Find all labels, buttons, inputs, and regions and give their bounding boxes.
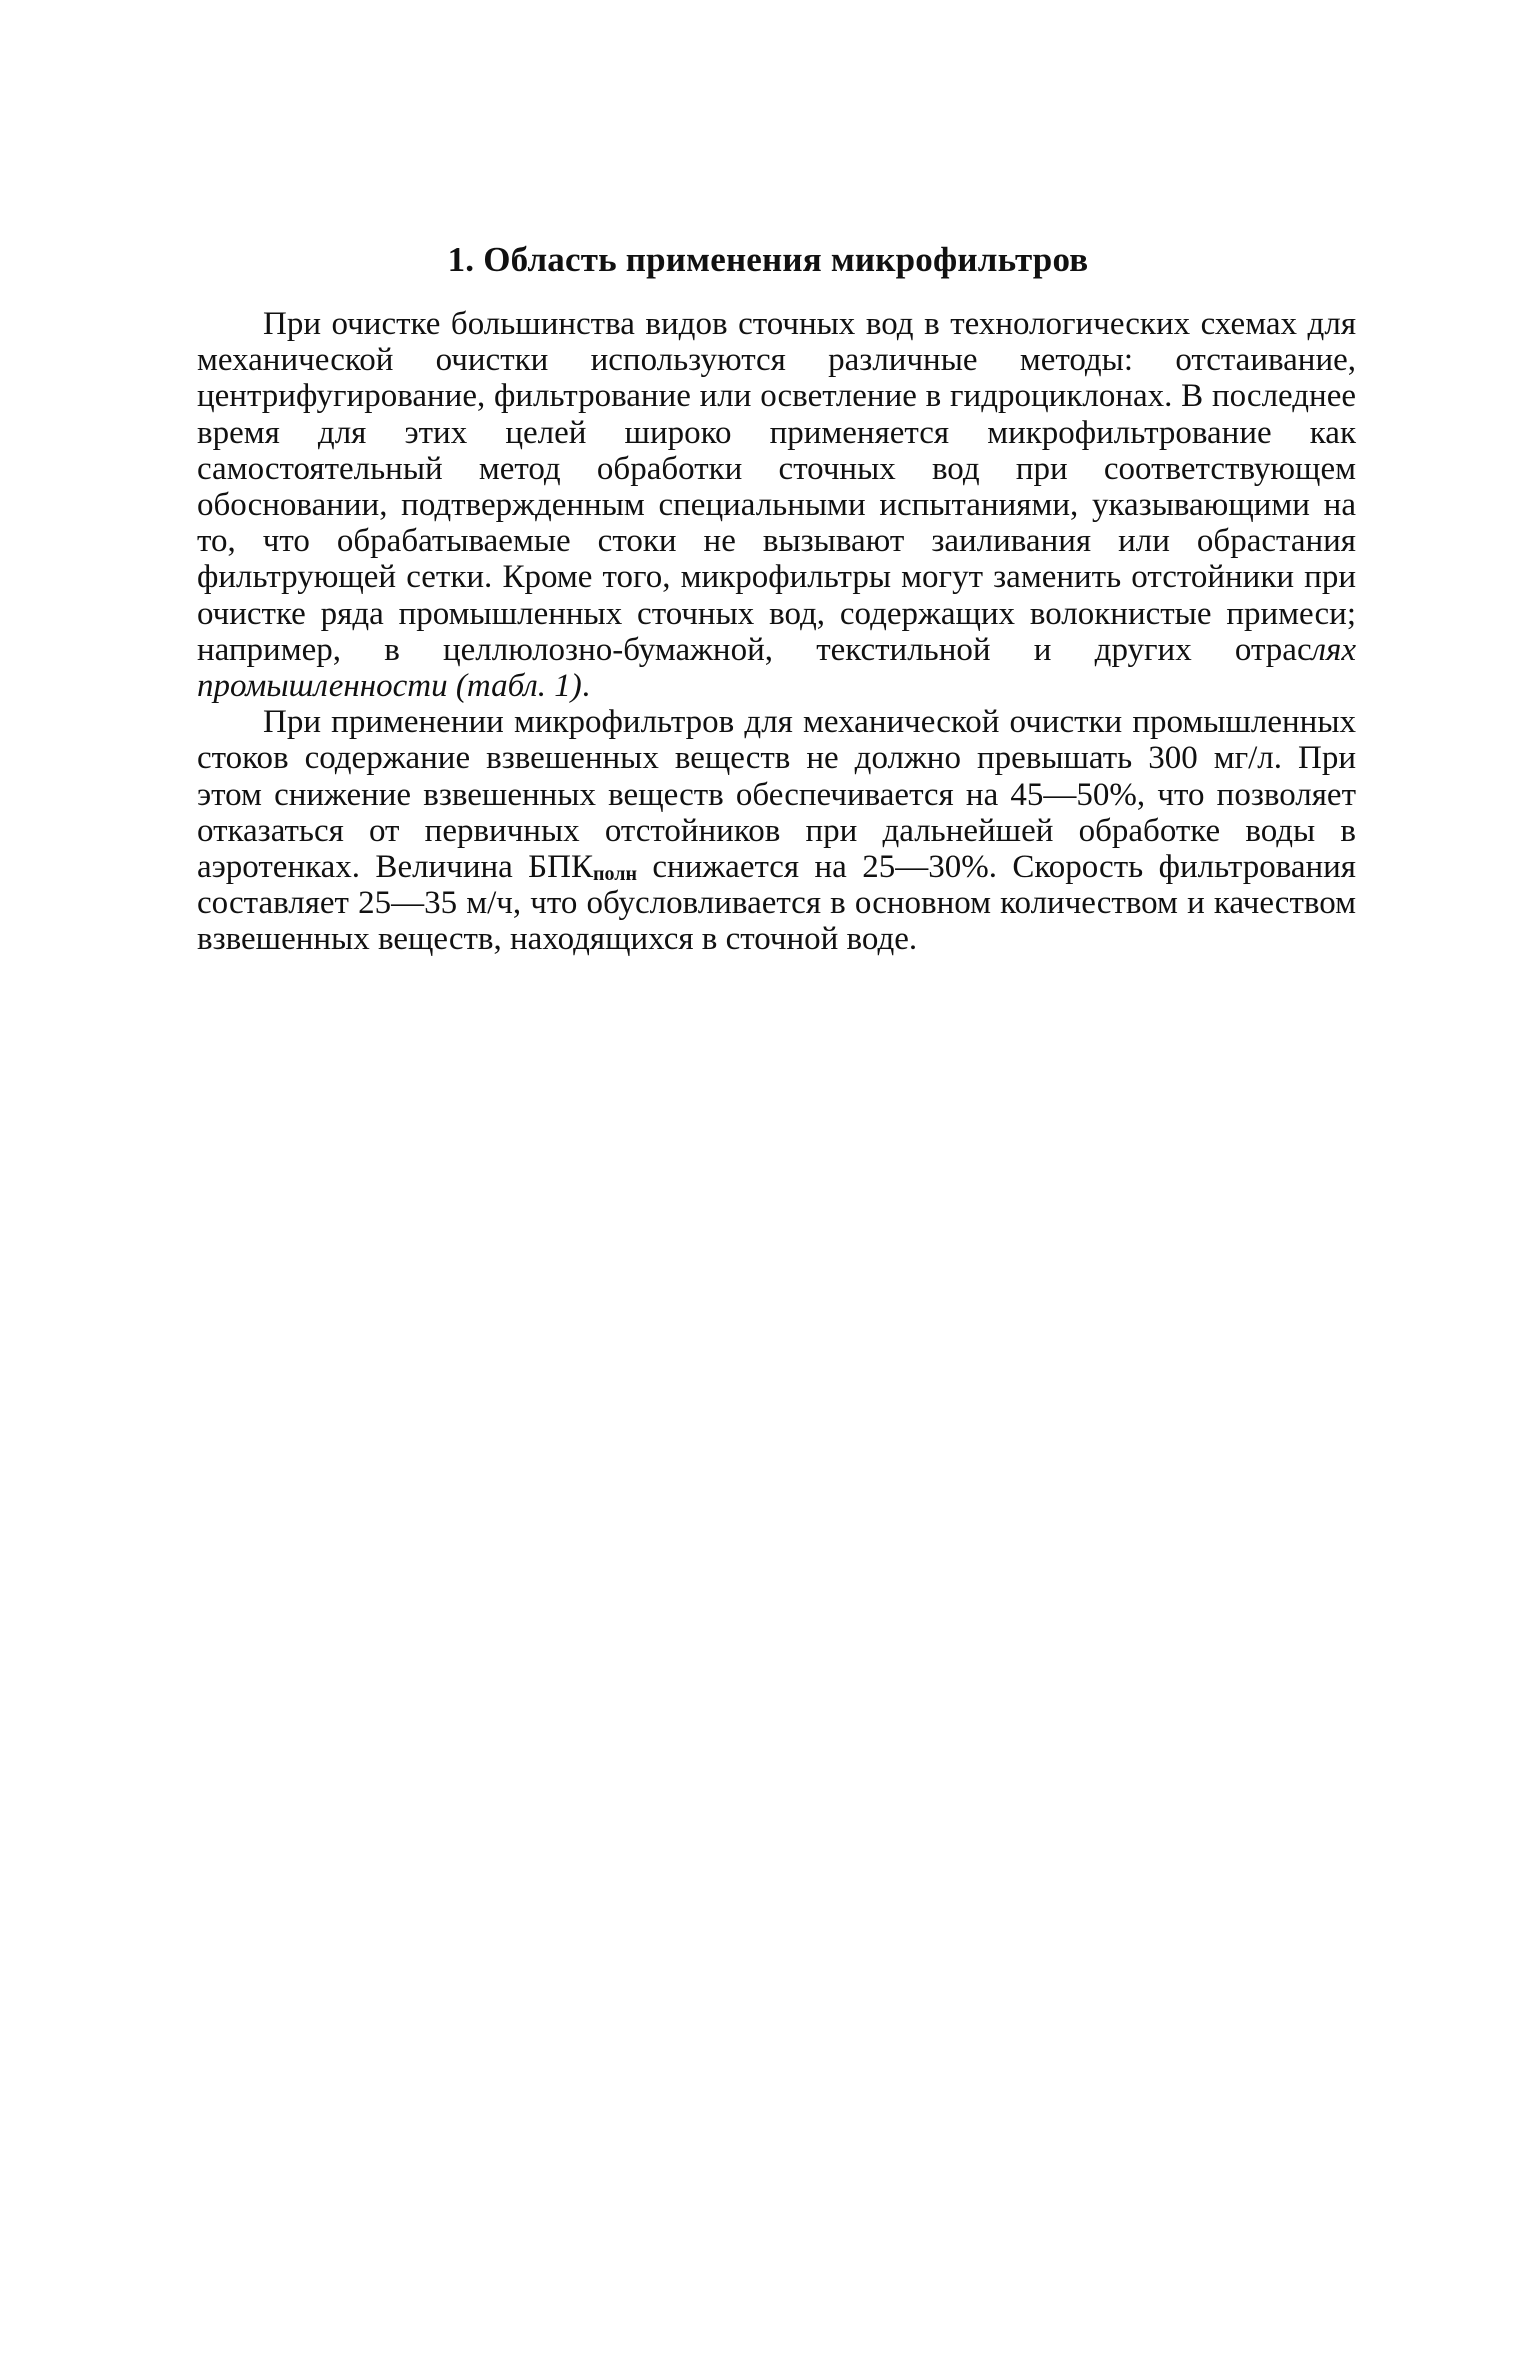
bpk-subscript: полн (592, 863, 637, 886)
paragraph-1-end: . (581, 668, 591, 705)
section-heading: 1. Область применения микрофильтров (447, 240, 1089, 279)
paragraph-1-italic-reference: лях промышленности (табл. 1) (197, 631, 1356, 705)
paragraph-2-text-start: При применении микрофильтров для механической очистки промышленных стоков содержание взвешенных веществ не должно превышать 300 мг/л. При этом снижение взвешенных веществ обеспечивается на 45—50%, что позволяет отказаться от первичных отстойников при дальнейшей обработке воды в аэротенках. Величина БПК (197, 704, 1356, 886)
paragraph-1 (197, 306, 1356, 704)
paragraph-1-text: При очистке большинства видов сточных вод в технологических схемах для механической очистки используются различные методы: отстаивание, центрифугирование, фильтрование или осветление в гидроциклонах. В последнее время для этих целей широко применяется микрофильтрование как самостоятельный метод обработки сточных вод при соответствующем обосновании, подтвержденным специальными испытаниями, указывающими на то, что обрабатываемые стоки не вызывают заиливания или обрастания фильтрующей сетки. Кроме того, микрофильтры могут заменить отстойники при очистке ряда промышленных сточных вод, содержащих волокнистые примеси; например, в целлюлозно-бумажной, текстильной и других отрас (197, 306, 1356, 668)
paragraph-2 (197, 704, 1356, 957)
body-text (197, 306, 1356, 958)
paragraph-2-text-end: снижается на 25—30%. Скорость фильтрования составляет 25—35 м/ч, что обусловливается в основном количеством и качеством взвешенных веществ, находящихся в сточной воде. (197, 849, 1356, 958)
